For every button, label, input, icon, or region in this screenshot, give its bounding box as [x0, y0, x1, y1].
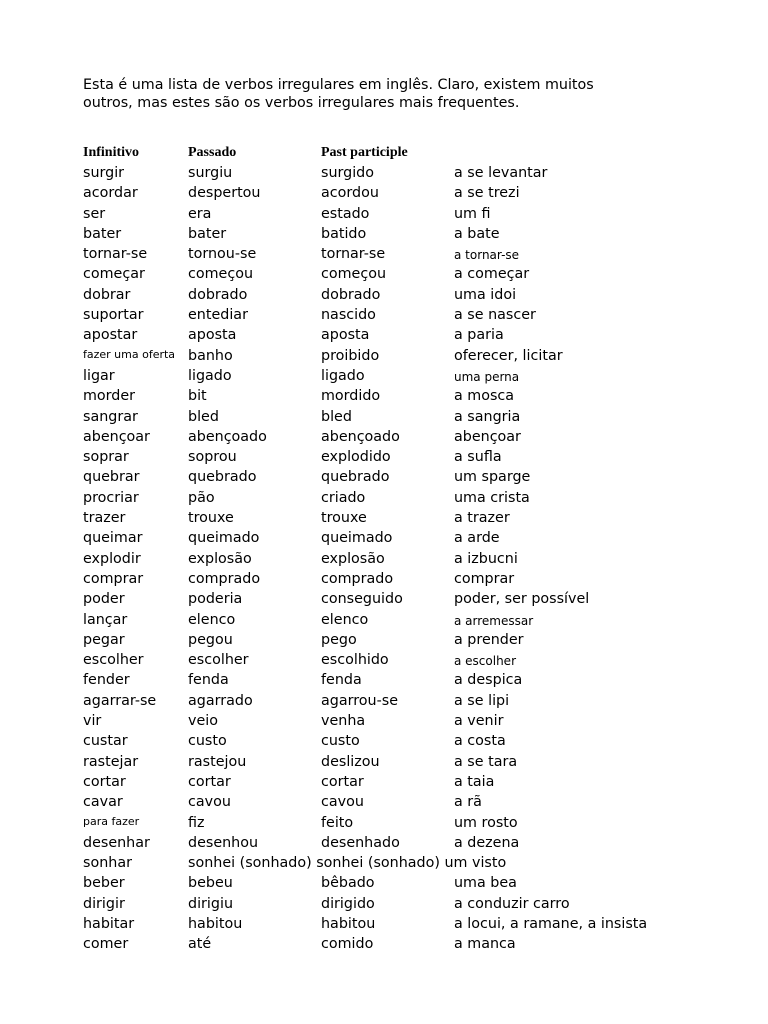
infinitive-cell: dobrar: [83, 286, 131, 303]
participle-cell: abençoado: [321, 428, 400, 445]
past-cell: custo: [188, 733, 227, 750]
participle-cell: cortar: [321, 773, 364, 790]
table-row: [0, 894, 768, 914]
table-row: [0, 772, 768, 792]
table-row: [0, 711, 768, 731]
past-cell: habitou: [188, 915, 243, 932]
past-cell: escolher: [188, 652, 249, 669]
translation-cell: abençoar: [454, 428, 521, 445]
table-row: [0, 325, 768, 345]
participle-cell: acordou: [321, 185, 379, 202]
translation-cell: um rosto: [454, 814, 518, 831]
translation-cell: a se trezi: [454, 185, 520, 202]
header-past-participle: Past participle: [321, 145, 408, 160]
table-row: [0, 285, 768, 305]
table-row: [0, 528, 768, 548]
infinitive-cell: habitar: [83, 915, 135, 932]
participle-cell: cavou: [321, 794, 364, 811]
translation-cell: uma crista: [454, 489, 530, 506]
table-row: [0, 386, 768, 406]
participle-cell: escolhido: [321, 652, 389, 669]
past-cell: banho: [188, 347, 233, 364]
infinitive-cell: custar: [83, 733, 128, 750]
infinitive-cell: cavar: [83, 794, 123, 811]
table-row: [0, 792, 768, 812]
table-row: [0, 244, 768, 264]
table-row: [0, 589, 768, 609]
infinitive-cell: cortar: [83, 773, 126, 790]
translation-cell: a se levantar: [454, 165, 548, 181]
table-row: [0, 853, 768, 873]
table-row: [0, 224, 768, 244]
participle-cell: nascido: [321, 307, 376, 324]
infinitive-cell: suportar: [83, 307, 144, 324]
past-cell: fiz: [188, 814, 205, 831]
table-row: [0, 610, 768, 630]
infinitive-cell: morder: [83, 388, 136, 405]
infinitive-cell: desenhar: [83, 834, 150, 851]
translation-cell: uma bea: [454, 875, 517, 892]
infinitive-cell: apostar: [83, 327, 138, 344]
participle-cell: trouxe: [321, 510, 367, 527]
past-cell: desenhou: [188, 834, 259, 851]
infinitive-cell: começar: [83, 266, 145, 283]
translation-cell: a taia: [454, 773, 495, 790]
translation-cell: uma perna: [454, 369, 520, 384]
past-cell: cortar: [188, 773, 231, 790]
participle-cell: começou: [321, 266, 386, 283]
translation-cell: poder, ser possível: [454, 591, 590, 608]
participle-cell: deslizou: [321, 753, 380, 770]
translation-cell: a tornar-se: [454, 248, 520, 263]
table-row: [0, 264, 768, 284]
translation-cell: a mosca: [454, 388, 515, 405]
table-row: [0, 914, 768, 934]
infinitive-cell: para fazer: [83, 814, 140, 828]
infinitive-cell: procriar: [83, 489, 139, 506]
table-row: [0, 813, 768, 833]
translation-cell: comprar: [454, 570, 515, 587]
translation-cell: a venir: [454, 713, 504, 730]
participle-cell: elenco: [321, 611, 369, 628]
past-cell: poderia: [188, 591, 243, 608]
past-cell: quebrado: [188, 469, 257, 486]
table-row: [0, 427, 768, 447]
past-cell: até: [188, 936, 212, 953]
table-row: [0, 204, 768, 224]
infinitive-cell: sonhar: [83, 855, 132, 872]
past-cell: explosão: [188, 550, 252, 567]
infinitive-cell: sangrar: [83, 408, 138, 425]
table-row: [0, 934, 768, 954]
infinitive-cell: queimar: [83, 530, 143, 547]
participle-cell: agarrou-se: [321, 692, 398, 709]
past-cell: bebeu: [188, 875, 233, 892]
infinitive-cell: trazer: [83, 510, 126, 527]
translation-cell: a se lipi: [454, 692, 510, 709]
past-cell: comprado: [188, 570, 261, 587]
translation-cell: a paria: [454, 327, 504, 344]
participle-cell: pego: [321, 631, 357, 648]
table-row: [0, 630, 768, 650]
intro-paragraph: [83, 76, 703, 112]
translation-cell: a izbucni: [454, 550, 518, 567]
participle-cell: proibido: [321, 347, 380, 364]
participle-cell: comido: [321, 936, 374, 953]
participle-cell: ligado: [321, 367, 365, 384]
past-cell: era: [188, 205, 212, 222]
past-cell: veio: [188, 713, 218, 730]
infinitive-cell: surgir: [83, 165, 125, 181]
past-cell: bater: [188, 225, 227, 242]
participle-cell: conseguido: [321, 591, 403, 608]
translation-cell: a se nascer: [454, 307, 536, 324]
past-cell: bit: [188, 388, 207, 405]
intro-line-2: outros, mas estes são os verbos irregulares mais frequentes.: [83, 95, 520, 111]
translation-cell: a manca: [454, 936, 516, 953]
participle-cell: estado: [321, 205, 370, 222]
past-cell: pegou: [188, 631, 233, 648]
infinitive-cell: escolher: [83, 652, 144, 669]
infinitive-cell: vir: [83, 713, 102, 730]
translation-cell: um sparge: [454, 469, 531, 486]
past-cell: pão: [188, 489, 215, 506]
past-cell: dirigiu: [188, 895, 234, 912]
past-cell: tornou-se: [188, 246, 257, 263]
translation-cell: a sangria: [454, 408, 521, 425]
past-cell: elenco: [188, 611, 236, 628]
table-row: [0, 731, 768, 751]
translation-cell: um fi: [454, 205, 491, 222]
participle-cell: aposta: [321, 327, 370, 344]
past-cell: despertou: [188, 185, 261, 202]
past-cell: soprou: [188, 449, 237, 466]
table-row: [0, 670, 768, 690]
translation-cell: a dezena: [454, 834, 520, 851]
past-cell: rastejou: [188, 753, 247, 770]
translation-cell: a despica: [454, 672, 523, 689]
participle-cell: bêbado: [321, 875, 375, 892]
past-cell: bled: [188, 408, 219, 425]
table-row: [0, 163, 768, 183]
participle-cell: explosão: [321, 550, 385, 567]
table-row: [0, 569, 768, 589]
infinitive-cell: fender: [83, 672, 130, 689]
table-row: [0, 366, 768, 386]
infinitive-cell: ser: [83, 205, 106, 222]
translation-cell: a rã: [454, 794, 482, 811]
participle-cell: explodido: [321, 449, 391, 466]
past-cell: queimado: [188, 530, 260, 547]
participle-cell: custo: [321, 733, 360, 750]
infinitive-cell: poder: [83, 591, 125, 608]
table-row: [0, 407, 768, 427]
past-cell: dobrado: [188, 286, 248, 303]
table-row: [0, 183, 768, 203]
participle-cell: habitou: [321, 915, 376, 932]
past-cell: aposta: [188, 327, 237, 344]
translation-cell: a sufla: [454, 449, 502, 466]
past-cell: surgiu: [188, 165, 233, 181]
infinitive-cell: bater: [83, 225, 122, 242]
participle-cell: dobrado: [321, 286, 381, 303]
participle-cell: venha: [321, 713, 366, 730]
header-passado: Passado: [188, 145, 237, 160]
past-cell: entediar: [188, 307, 248, 324]
past-cell: agarrado: [188, 692, 253, 709]
verb-table: [0, 163, 768, 955]
translation-cell: a escolher: [454, 654, 516, 669]
past-cell: sonhei (sonhado) sonhei (sonhado) um visto: [188, 855, 507, 872]
table-row: [0, 508, 768, 528]
infinitive-cell: comer: [83, 936, 129, 953]
translation-cell: a arremessar: [454, 613, 534, 628]
translation-cell: a costa: [454, 733, 506, 750]
participle-cell: dirigido: [321, 895, 375, 912]
table-row: [0, 346, 768, 366]
infinitive-cell: ligar: [83, 367, 115, 384]
past-cell: cavou: [188, 794, 231, 811]
table-row: [0, 752, 768, 772]
participle-cell: batido: [321, 225, 367, 242]
translation-cell: a trazer: [454, 510, 510, 527]
table-row: [0, 549, 768, 569]
table-row: [0, 467, 768, 487]
table-header: [0, 145, 768, 163]
translation-cell: uma idoi: [454, 286, 517, 303]
translation-cell: a conduzir carro: [454, 895, 570, 912]
infinitive-cell: dirigir: [83, 895, 125, 912]
infinitive-cell: abençoar: [83, 428, 150, 445]
table-row: [0, 488, 768, 508]
translation-cell: a locui, a ramane, a insista: [454, 915, 648, 932]
table-row: [0, 873, 768, 893]
participle-cell: bled: [321, 408, 352, 425]
infinitive-cell: soprar: [83, 449, 129, 466]
past-cell: começou: [188, 266, 253, 283]
participle-cell: fenda: [321, 672, 362, 689]
past-cell: trouxe: [188, 510, 234, 527]
participle-cell: comprado: [321, 570, 394, 587]
translation-cell: a se tara: [454, 753, 518, 770]
intro-line-1: Esta é uma lista de verbos irregulares em inglês. Claro, existem muitos: [83, 77, 594, 93]
infinitive-cell: beber: [83, 875, 125, 892]
past-cell: abençoado: [188, 428, 267, 445]
participle-cell: quebrado: [321, 469, 390, 486]
participle-cell: feito: [321, 814, 354, 831]
infinitive-cell: lançar: [83, 611, 128, 628]
translation-cell: a prender: [454, 631, 524, 648]
infinitive-cell: rastejar: [83, 753, 139, 770]
table-row: [0, 833, 768, 853]
infinitive-cell: comprar: [83, 570, 144, 587]
past-cell: ligado: [188, 367, 232, 384]
translation-cell: a bate: [454, 225, 500, 242]
participle-cell: mordido: [321, 388, 381, 405]
participle-cell: queimado: [321, 530, 393, 547]
infinitive-cell: agarrar-se: [83, 692, 157, 709]
infinitive-cell: tornar-se: [83, 246, 148, 263]
infinitive-cell: fazer uma oferta: [83, 347, 176, 361]
participle-cell: desenhado: [321, 834, 400, 851]
infinitive-cell: pegar: [83, 631, 125, 648]
table-row: [0, 650, 768, 670]
infinitive-cell: acordar: [83, 185, 138, 202]
translation-cell: a começar: [454, 266, 530, 283]
translation-cell: a arde: [454, 530, 500, 547]
participle-cell: surgido: [321, 165, 375, 181]
table-row: [0, 691, 768, 711]
translation-cell: oferecer, licitar: [454, 347, 563, 364]
participle-cell: criado: [321, 489, 366, 506]
participle-cell: tornar-se: [321, 246, 386, 263]
header-infinitivo: Infinitivo: [83, 145, 140, 160]
table-row: [0, 447, 768, 467]
table-row: [0, 305, 768, 325]
past-cell: fenda: [188, 672, 229, 689]
infinitive-cell: explodir: [83, 550, 141, 567]
infinitive-cell: quebrar: [83, 469, 140, 486]
